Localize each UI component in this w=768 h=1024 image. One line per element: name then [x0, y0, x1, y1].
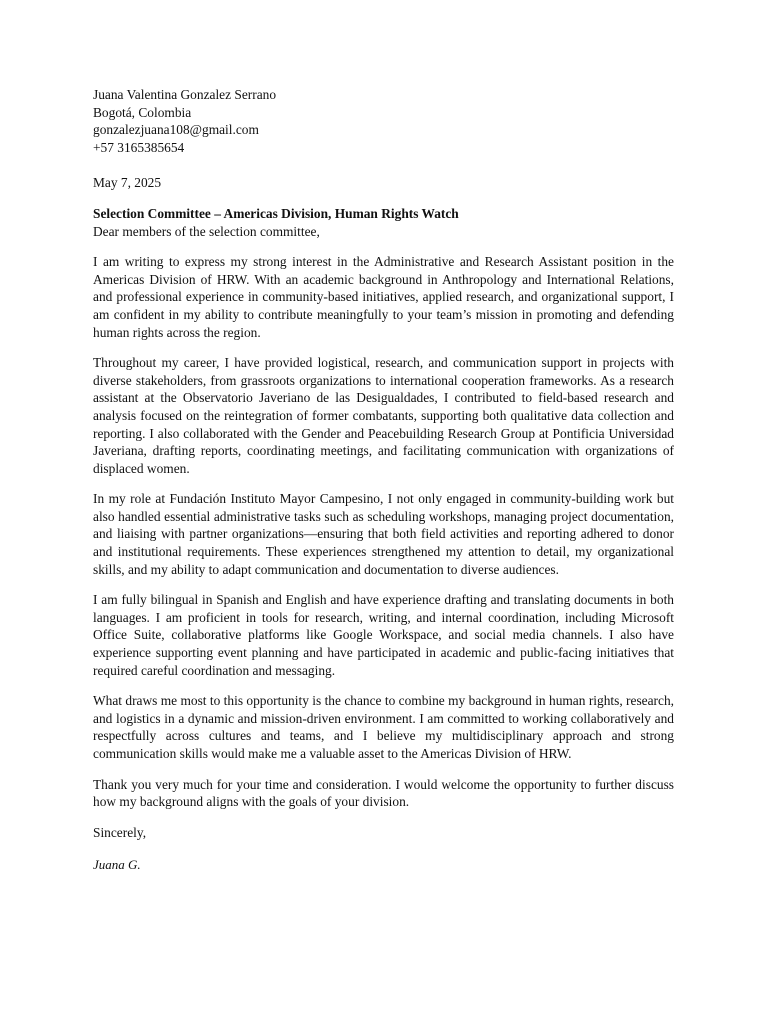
recipient-line: Selection Committee – Americas Division, Human Rights Watch	[93, 205, 459, 221]
sender-location: Bogotá, Colombia	[93, 104, 192, 120]
sender-email: gonzalezjuana108@gmail.com	[93, 122, 259, 138]
sender-phone: +57 3165385654	[93, 139, 185, 155]
salutation: Dear members of the selection committee,	[93, 223, 320, 239]
body-paragraph-2: Throughout my career, I have provided logistical, research, and communication support in projects with diverse stakeholders, from grassroots organizations to international cooperation frameworks. As a research assistant at the Observatorio Javeriano de las Desigualdades, I contributed to field-based research and analysis focused on the reintegration of former combatants, supporting both qualitative data collection and reporting. I also collaborated with the Gender and Peacebuilding Research Group at Pontificia Universidad Javeriana, drafting reports, coordinating meetings, and facilitating communication with organizations of displaced women.	[93, 355, 674, 476]
sender-name: Juana Valentina Gonzalez Serrano	[93, 87, 277, 102]
body-paragraph-3: In my role at Fundación Instituto Mayor Campesino, I not only engaged in community-building work but also handled essential administrative tasks such as scheduling workshops, managing project documentation, and liaising with partner organizations—ensuring that both field activities and reporting adhered to donor and institutional requirements. These experiences strengthened my attention to detail, my organizational skills, and my ability to adapt communication and documentation to diverse audiences.	[93, 491, 674, 577]
body-paragraph-4: I am fully bilingual in Spanish and English and have experience drafting and translating documents in both languages. I am proficient in tools for research, writing, and internal coordination, including Microsoft Office Suite, collaborative platforms like Google Workspace, and social media channels. I also have experience supporting event planning and have participated in academic and public-facing initiatives that required careful coordination and messaging.	[93, 592, 674, 678]
body-paragraph-5: What draws me most to this opportunity is the chance to combine my background in human rights, research, and logistics in a dynamic and mission-driven environment. I am committed to working collaboratively and respectfully across cultures and teams, and I believe my multidisciplinary approach and strong communication skills would make me a valuable asset to the Americas Division of HRW.	[93, 693, 674, 761]
letter-date: May 7, 2025	[93, 175, 162, 191]
sender-block	[93, 86, 674, 156]
signature: Juana G.	[93, 857, 141, 873]
body-paragraph-6: Thank you very much for your time and consideration. I would welcome the opportunity to further discuss how my background aligns with the goals of your division.	[93, 776, 674, 810]
closing-line: Sincerely,	[93, 824, 147, 840]
body-paragraph-1: I am writing to express my strong interest in the Administrative and Research Assistant position in the Americas Division of HRW. With an academic background in Anthropology and International Relations, and professional experience in community-based initiatives, applied research, and organizational support, I am confident in my ability to contribute meaningfully to your team’s mission in promoting and defending human rights across the region.	[93, 254, 674, 340]
